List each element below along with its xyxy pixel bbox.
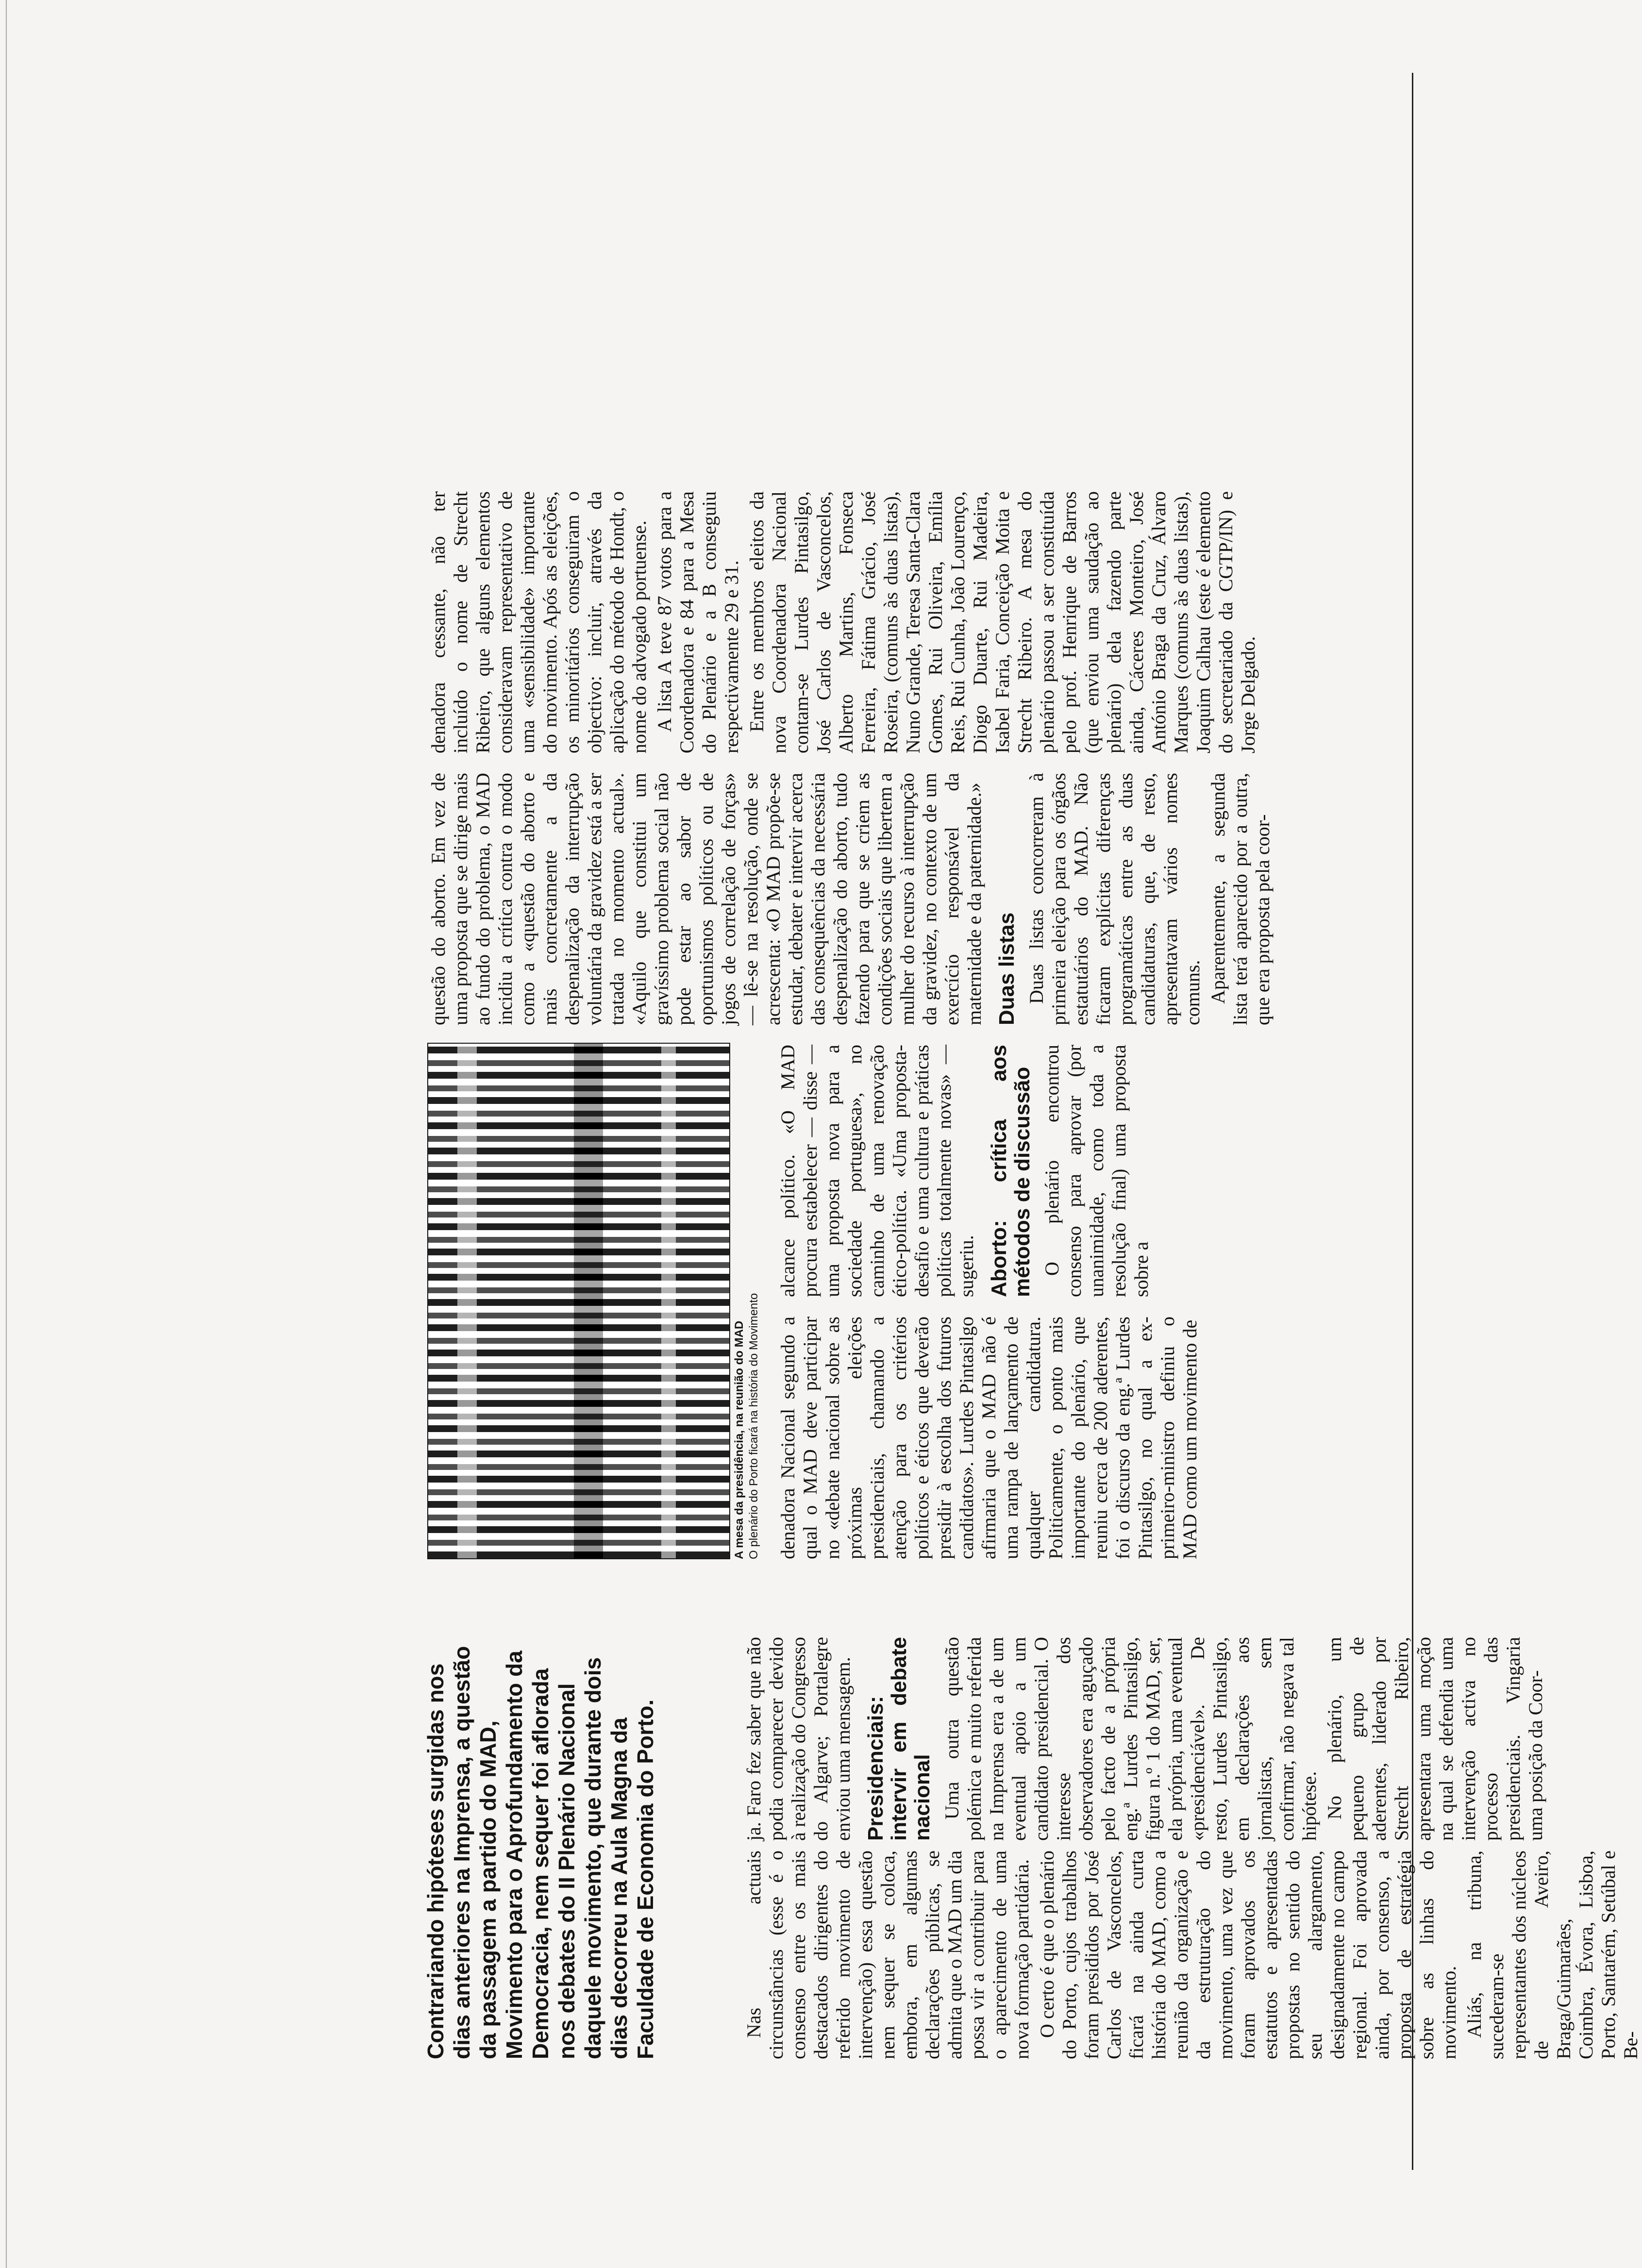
paragraph: Aparentemente, a segunda lista terá aparecido por a outra, que era proposta pela coor- [1207, 773, 1273, 1025]
article-lead: Contrariando hipóteses surgidas nos dias anteriores na Imprensa, a questão da passagem a partido do MAD, Movimento para o Aprofundamento da Democracia, nem sequer foi aflorada nos debates do II Plenário Nacional daquele movimento, que durante dois dias decorreu na Aula Magna da Faculdade de Economia do Porto. [423, 1646, 658, 2059]
paragraph: No plenário, um pequeno grupo de aderentes, liderado por Strecht Ribeiro, apresentara uma moção na qual se defendia uma intervenção activa no processo das presidenciais. Vingaria uma posição da Coor- [1324, 1637, 1546, 1841]
paragraph: Aliás, na tribuna, sucederam-se representantes dos núcleos de Aveiro, Braga/Guimarães, Coimbra, Évora, Lisboa, Porto, Santarém, Setúbal e Be- [1463, 1851, 1642, 2059]
column-2 [743, 1637, 1568, 1841]
column-5 [427, 773, 1563, 1025]
paragraph: ja. Faro fez saber que não podia comparecer devido à realização do Congresso do Algarve; Portalegre enviou uma mensagem. [743, 1637, 854, 1841]
subheading-presidenciais: Presidenciais: intervir em debate nacional [864, 1637, 934, 1841]
caption-text: O plenário do Porto ficará na história do Movimento [747, 1293, 760, 1559]
paragraph: denadora Nacional segundo a qual o MAD deve participar no «debate nacional sobre as próximas eleições presidenciais, chamando a atenção para os critérios políticos e éticos que deverão presidir à escolha dos futuros candidatos». Lurdes Pintasilgo afirmaria que o MAD não é uma rampa de lançamento de qualquer candidatura. Politicamente, o ponto mais importante do plenário, que reuniu cerca de 200 aderentes, foi o discurso da eng.ª Lurdes Pintasilgo, no qual a ex-primeiro-ministro definiu o MAD como um movimento de [777, 1317, 1201, 1559]
paragraph: denadora cessante, não ter incluído o nome de Strecht Ribeiro, que alguns elementos consideravam representativo de uma «sensibilidade» importante do movimento. Após as eleições, os minoritários conseguiram o objectivo: incluir, através da aplicação do método de Hondt, o nome do advogado portuense. [427, 491, 650, 753]
paragraph: O plenário encontrou consenso para aprovar (por unanimidade, como toda a resolução final) uma proposta sobre a [1041, 1045, 1152, 1297]
subheading-duas-listas: Duas listas [995, 912, 1019, 1025]
caption-title: A mesa da presidência, na reunião do MAD [733, 1320, 746, 1559]
paragraph: Nas actuais circunstâncias (esse é o consenso entre os mais destacados dirigentes do referido movimento de intervenção) essa questão nem sequer se coloca, embora, em algumas declarações públicas, se admita que o MAD um dia possa vir a contribuir para o aparecimento de uma nova formação partidária. [743, 1851, 1033, 2059]
paragraph: questão do aborto. Em vez de uma proposta que se dirige mais ao fundo do problema, o MAD incidiu a crítica contra o modo como a «questão do aborto e mais concretamente a da despenalização da interrupção voluntária da gravidez está a ser tratada no momento actual». «Aquilo que constitui um gravíssimo problema social não pode estar ao sabor de oportunismos políticos ou de jogos de correlação de forças» — lê-se na resolução, onde se acrescenta: «O MAD propõe-se estudar, debater e intervir acerca das consequências da necessária despenalização do aborto, tudo fazendo para que se criem as condições sociais que libertem a mulher do recurso à interrupção da gravidez, no contexto de um exercício responsável da maternidade e da paternidade.» [427, 773, 985, 1025]
column-6 [427, 491, 1563, 753]
subheading-aborto: Aborto: crítica aos métodos de discussão [987, 1045, 1034, 1297]
meeting-photo [427, 1043, 730, 1559]
column-3 [777, 1317, 1563, 1559]
photo-caption [732, 1045, 766, 1559]
paragraph: Uma outra questão polémica e muito referida na Imprensa era a de um eventual apoio a um candidato presidencial. O interesse dos observadores era aguçado pelo facto de a própria eng.ª Lurdes Pintasilgo, figura n.º 1 do MAD, ser, ela própria, uma eventual «presidenciável». De resto, Lurdes Pintasilgo, em declarações aos jornalistas, sem confirmar, não negava tal hipótese. [941, 1637, 1320, 1841]
paragraph: alcance político. «O MAD procura estabelecer — disse — uma proposta nova para a sociedade portuguesa», no caminho de uma renovação ético-política. «Uma proposta-desafio e uma cultura e práticas políticas totalmente novas» — sugeriu. [777, 1045, 977, 1297]
column-1 [743, 1851, 1642, 2059]
paragraph: A lista A teve 87 votos para a Coordenadora e 84 para a Mesa do Plenário e a B conseguiu respectivamente 29 e 31. [653, 491, 742, 753]
paragraph: Entre os membros eleitos da nova Coordenadora Nacional contam-se Lurdes Pintasilgo, José Carlos de Vasconcelos, Alberto Martins, Fonseca Ferreira, Fátima Grácio, José Roseira, (comuns às duas listas), Nuno Grande, Teresa Santa-Clara Gomes, Rui Oliveira, Emília Reis, Rui Cunha, João Lourenço, Diogo Duarte, Rui Madeira, Isabel Faria, Conceição Moita e Strecht Ribeiro. A mesa do plenário passou a ser constituída pelo prof. Henrique de Barros (que enviou uma saudação ao plenário) dela fazendo parte ainda, Cáceres Monteiro, José António Braga da Cruz, Álvaro Marques (comuns às duas listas), Joaquim Calhau (este é elemento do secretariado da CGTP/IN) e Jorge Delgado. [746, 491, 1259, 753]
column-4 [777, 1045, 1563, 1297]
paragraph: Duas listas concorreram à primeira eleição para os órgãos estatutários do MAD. Não ficaram explícitas diferenças programáticas entre as duas candidaturas, que, de resto, apresentavam vários nomes comuns. [1025, 773, 1204, 1025]
paragraph: O certo é que o plenário do Porto, cujos trabalhos foram presididos por José Carlos de Vasconcelos, ficará na ainda curta história do MAD, como a reunião da organização e da estruturação do movimento, uma vez que foram aprovados os estatutos e apresentadas propostas no sentido do seu alargamento, designadamente no campo regional. Foi aprovada ainda, por consenso, a proposta de estratégia sobre as linhas do movimento. [1036, 1851, 1460, 2059]
